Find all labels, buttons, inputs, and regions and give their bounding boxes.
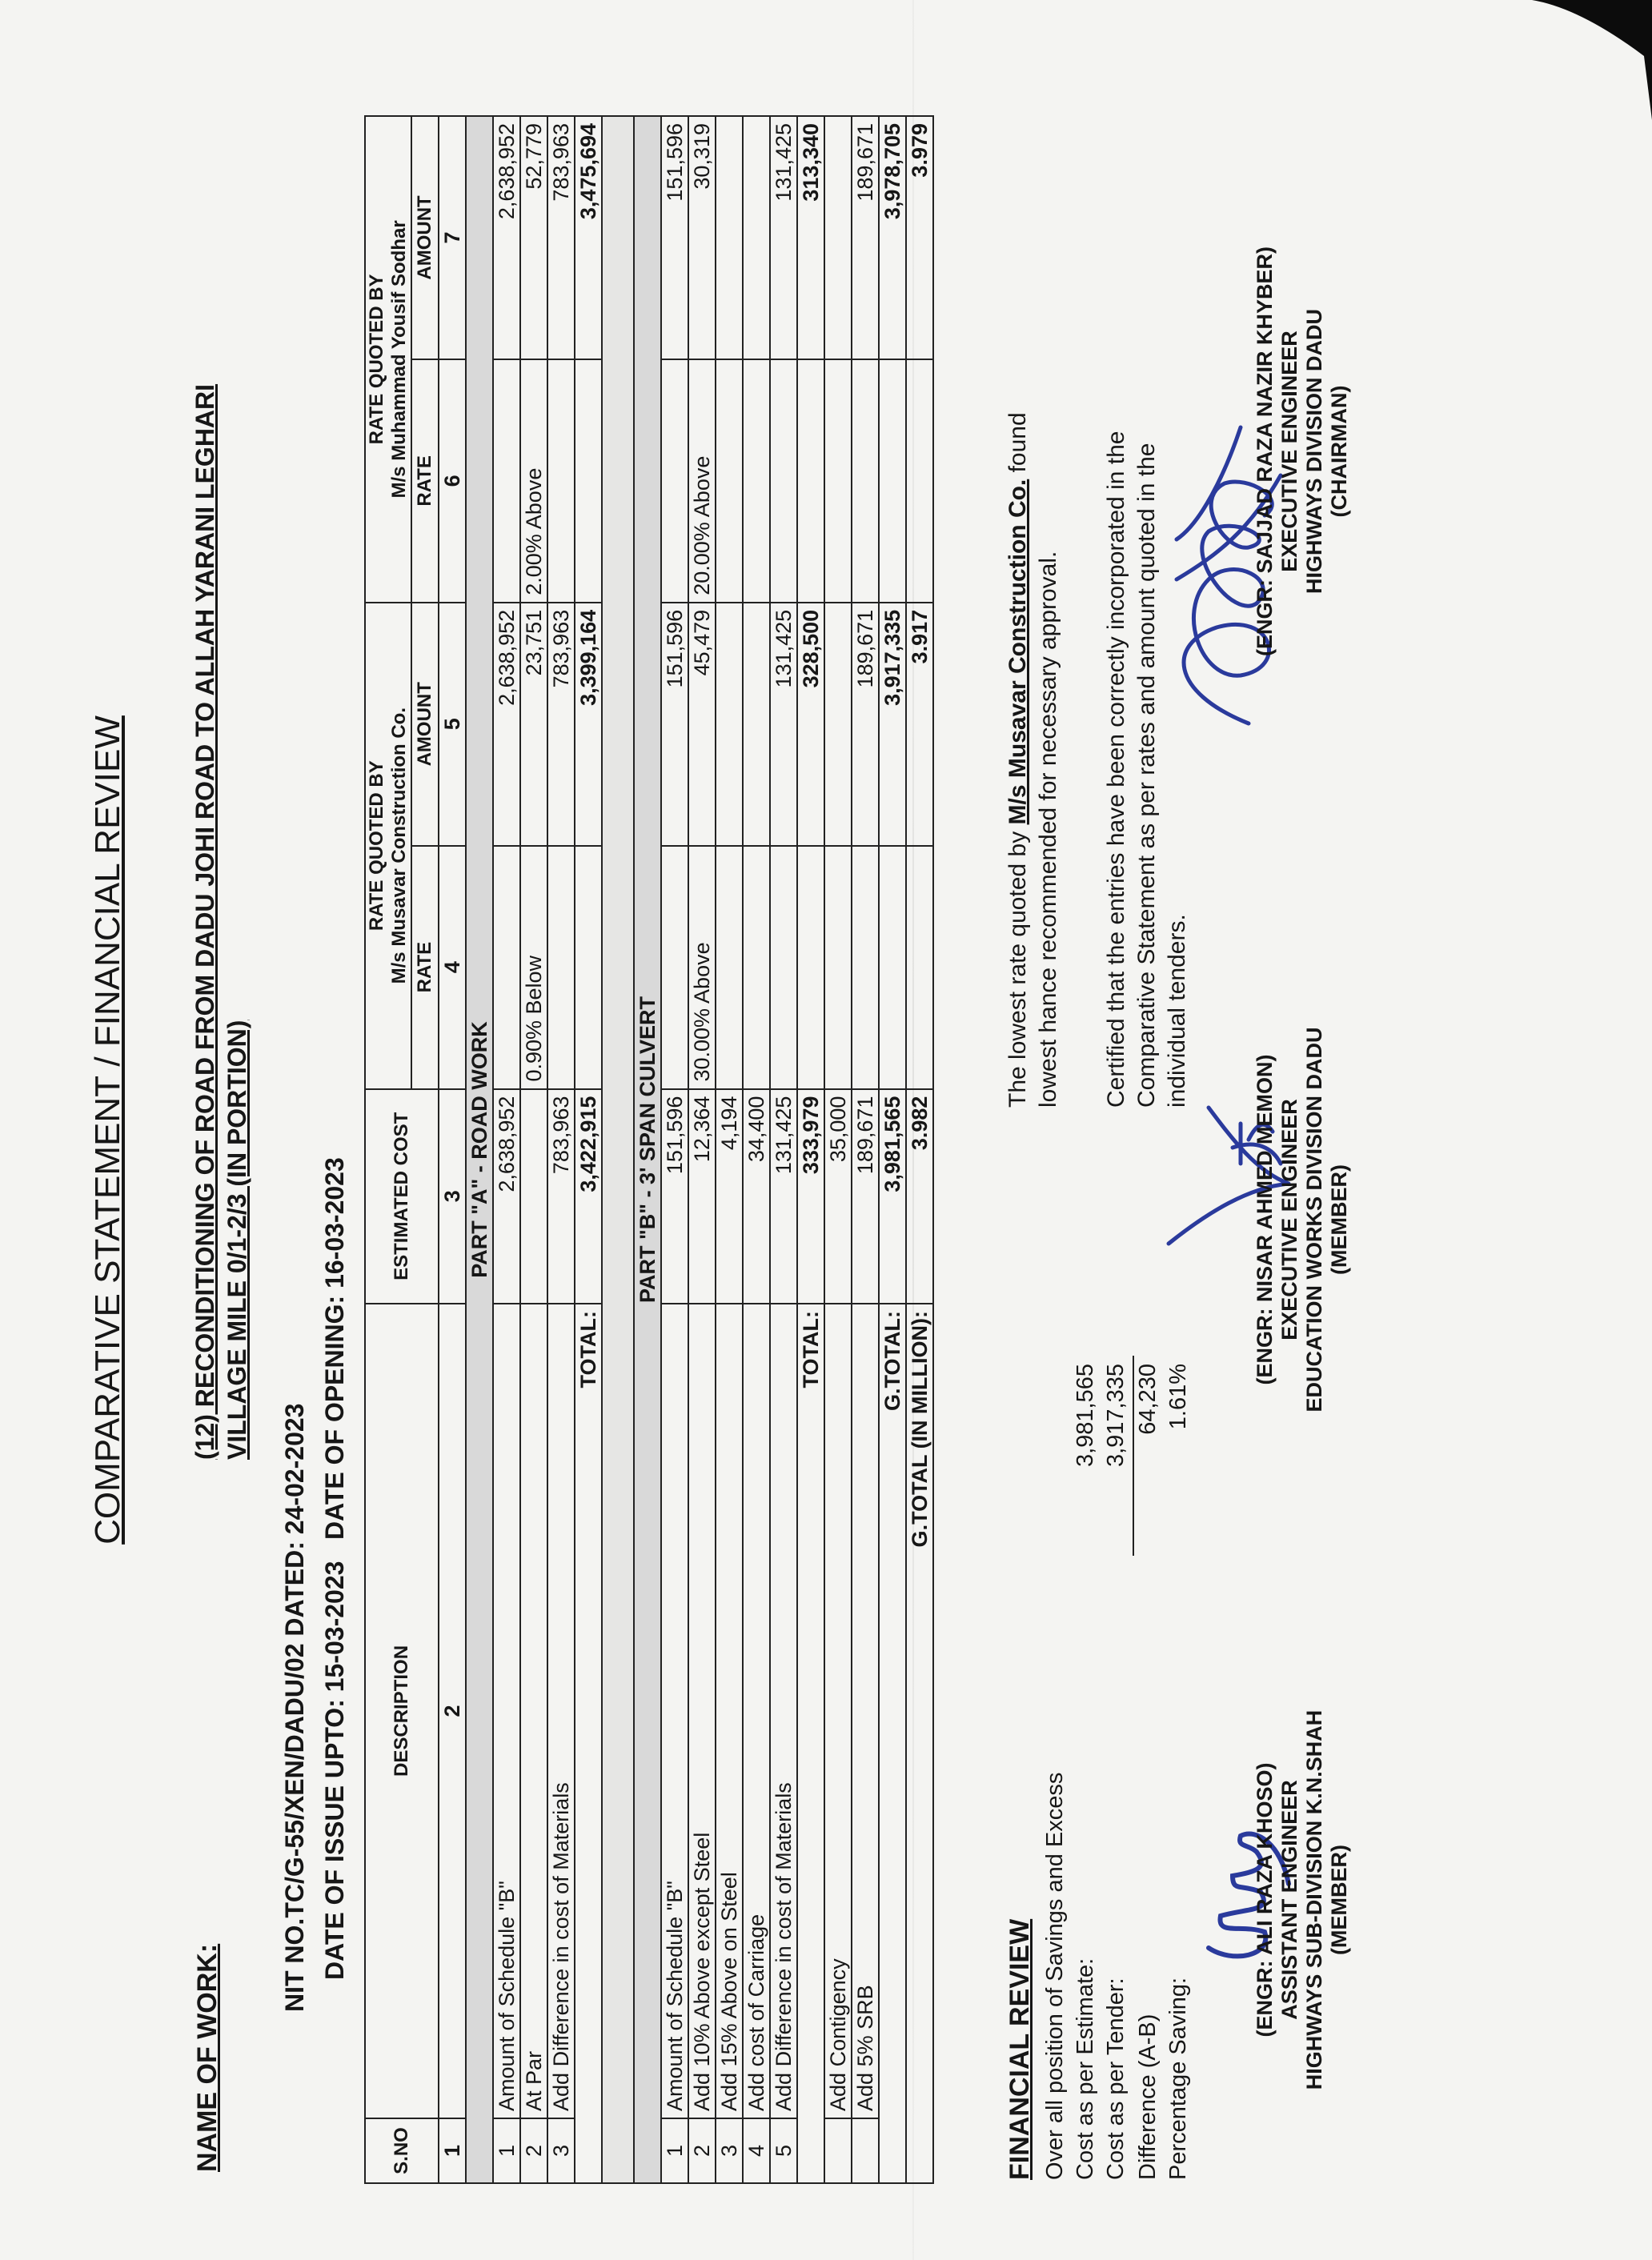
row-bidder2-amount: 151,596 [661,116,688,359]
lowest-remark-b: found [1004,412,1031,479]
row-bidder2-rate [547,359,575,603]
row-sno: 1 [661,2118,688,2183]
gtotal-million-bidder1: 3.917 [906,603,933,846]
row-bidder1-amount: 2,638,952 [493,603,520,846]
signatory-role: (MEMBER) [1327,1845,1351,1955]
signatory-office: HIGHWAYS SUB-DIVISION K.N.SHAH [1302,1709,1326,2090]
row-estimated-cost: 4,194 [716,1089,743,1304]
row-bidder2-amount: 783,963 [547,116,575,359]
comparative-table [364,115,934,2184]
empty-cell [824,116,852,359]
sno-header: S.NO [365,2118,439,2183]
contingency-desc: Add Contigency [824,1304,852,2118]
row-bidder1-amount: 131,425 [770,603,797,846]
row-sno: 1 [493,2118,520,2183]
total-estimated: 3,422,915 [575,1089,602,1304]
row-estimated-cost: 131,425 [770,1089,797,1304]
sum-underline [1133,1356,1134,1556]
empty-cell [824,846,852,1089]
signatory-title: EXECUTIVE ENGINEER [1277,331,1301,572]
part-a-title-row [466,116,493,2183]
row-description: Add 10% Above except Steel [688,1304,716,2118]
row-bidder2-rate [716,359,743,603]
row-sno: 4 [743,2118,770,2183]
row-bidder1-amount: 45,479 [688,603,716,846]
header-row [365,116,411,2183]
empty-cell [797,846,824,1089]
part-b-rows [661,116,797,2183]
date-of-opening: DATE OF OPENING: 16-03-2023 [320,1157,349,1540]
row-estimated-cost: 783,963 [547,1089,575,1304]
row-bidder1-amount [716,603,743,846]
gtotal-million-row [906,116,933,2183]
row-estimated-cost: 34,400 [743,1089,770,1304]
gtotal-million-bidder2: 3.979 [906,116,933,359]
name-of-work-line2: VILLAGE MILE 0/1-2/3 (IN PORTION) [223,1020,251,1460]
row-description: Add Difference in cost of Materials [770,1304,797,2118]
rate-header: RATE [411,846,439,1089]
table-row [743,116,770,2183]
description-header: DESCRIPTION [365,1304,439,2118]
row-bidder2-rate: 20.00% Above [688,359,716,603]
gtotal-bidder1: 3,917,335 [879,603,906,846]
empty-cell [852,359,879,603]
empty-cell [797,359,824,603]
signatory-office: HIGHWAYS DIVISION DADU [1302,308,1326,595]
lowest-remark-line2: lowest hance recommended for necessary approval. [1035,551,1061,1108]
column-number: 4 [439,846,466,1089]
row-bidder1-rate [661,846,688,1089]
column-number-row [439,116,466,2183]
row-bidder2-amount: 52,779 [520,116,547,359]
row-bidder1-amount: 23,751 [520,603,547,846]
row-bidder1-rate: 30.00% Above [688,846,716,1089]
lowest-bidder-name: M/s Musavar Construction Co. [1004,479,1031,825]
row-estimated-cost: 151,596 [661,1089,688,1304]
row-bidder2-rate: 2.00% Above [520,359,547,603]
part-a-title: PART "A" - ROAD WORK [466,116,493,2183]
lowest-remark-a: The lowest rate quoted by [1004,824,1031,1108]
signatory-title: ASSISTANT ENGINEER [1277,1780,1301,2020]
empty-cell [824,359,852,603]
overall-position: Over all position of Savings and Excess [1042,1772,1068,2180]
row-estimated-cost [520,1089,547,1304]
amount-header: AMOUNT [411,603,439,846]
estimated-cost-header: ESTIMATED COST [365,1089,439,1304]
difference-value: 64,230 [1135,1364,1161,1435]
contingency-estimated: 35,000 [824,1089,852,1304]
column-number: 5 [439,603,466,846]
empty-cell [852,2118,879,2183]
certification-line2: Comparative Statement as per rates and amount quoted in the [1133,443,1160,1108]
table-row [661,116,688,2183]
row-bidder1-rate [493,846,520,1089]
empty-cell [824,603,852,846]
row-estimated-cost: 2,638,952 [493,1089,520,1304]
srb-estimated: 189,671 [852,1089,879,1304]
rate-header: RATE [411,359,439,603]
row-bidder1-amount: 151,596 [661,603,688,846]
document-title: COMPARATIVE STATEMENT / FINANCIAL REVIEW [88,715,127,1545]
row-sno: 2 [520,2118,547,2183]
total-bidder2: 313,340 [797,116,824,359]
row-bidder1-rate [743,846,770,1089]
name-of-work-line1: (12) RECONDITIONING OF ROAD FROM DADU JOHI ROAD TO ALLAH YARANI LEGHARI [190,383,219,1460]
empty-cell [906,359,933,603]
row-sno: 3 [716,2118,743,2183]
row-bidder2-amount: 30,319 [688,116,716,359]
gtotal-label: G.TOTAL: [879,1304,906,2183]
row-bidder2-rate [770,359,797,603]
row-bidder1-amount [743,603,770,846]
table-row [716,116,743,2183]
tender-label: Cost as per Tender: [1103,1978,1129,2180]
financial-review-heading: FINANCIAL REVIEW [1004,1918,1035,2180]
column-number: 6 [439,359,466,603]
row-bidder2-rate [743,359,770,603]
signatory-block-1 [1253,1676,1352,2124]
bidder2-name: M/s Muhammad Yousif Sodhar [388,220,410,499]
signatory-block-3 [1253,227,1352,675]
amount-header: AMOUNT [411,116,439,359]
part-b-title: PART "B" - 3' SPAN CULVERT [634,116,661,2183]
signatory-role: (CHAIRMAN) [1327,385,1351,518]
saving-label: Percentage Saving: [1165,1977,1191,2180]
estimate-value: 3,981,565 [1073,1364,1098,1468]
row-sno: 2 [688,2118,716,2183]
row-bidder2-amount: 2,638,952 [493,116,520,359]
gtotal-estimated: 3,981,565 [879,1089,906,1304]
empty-cell [575,846,602,1089]
estimate-label: Cost as per Estimate: [1073,1957,1098,2180]
total-label: TOTAL: [797,1304,824,2183]
row-description: Amount of Schedule "B" [661,1304,688,2118]
column-number: 7 [439,116,466,359]
tender-value: 3,917,335 [1103,1364,1129,1468]
row-sno: 5 [770,2118,797,2183]
bidder2-heading: RATE QUOTED BY [366,274,387,445]
srb-bidder2: 189,671 [852,116,879,359]
nit-number: NIT NO.TC/G-55/XEN/DADU/02 DATED: 24-02-2023 [280,1403,309,2012]
gtotal-bidder2: 3,978,705 [879,116,906,359]
signatory-name: (ENGR: SAJJAD RAZA NAZIR KHYBER) [1253,246,1277,657]
row-bidder1-rate [547,846,575,1089]
row-bidder1-rate [716,846,743,1089]
total-estimated: 333,979 [797,1089,824,1304]
bidder1-heading: RATE QUOTED BY [366,760,387,932]
empty-cell [575,359,602,603]
column-number: 3 [439,1089,466,1304]
part-a-rows [493,116,575,2183]
signatory-block-2 [1253,996,1352,1444]
signatory-role: (MEMBER) [1327,1164,1351,1275]
row-sno: 3 [547,2118,575,2183]
saving-value: 1.61% [1165,1364,1191,1430]
spacer-row [602,116,634,2183]
empty-cell [879,359,906,603]
certification-line1: Certified that the entries have been correctly incorporated in the [1103,431,1129,1108]
part-a-total-row [575,116,602,2183]
table-row [547,116,575,2183]
signatory-name: (ENGR: NISAR AHMED MEMON) [1253,1054,1277,1385]
row-bidder1-amount: 783,963 [547,603,575,846]
gtotal-million-label: G.TOTAL (IN MILLION): [906,1304,933,2183]
column-number: 1 [439,2118,466,2183]
row-description: Add 15% Above on Steel [716,1304,743,2118]
lowest-remark-line1 [1004,412,1032,1108]
row-bidder2-rate [661,359,688,603]
part-b-title-row [634,116,661,2183]
difference-label: Difference (A-B) [1135,2014,1161,2180]
contingency-row [824,116,852,2183]
column-number: 2 [439,1304,466,2118]
bidder1-header [365,603,411,1089]
empty-cell [879,846,906,1089]
total-bidder2: 3,475,694 [575,116,602,359]
total-bidder1: 328,500 [797,603,824,846]
srb-row [852,116,879,2183]
signatory-title: EXECUTIVE ENGINEER [1277,1099,1301,1340]
row-description: Add Difference in cost of Materials [547,1304,575,2118]
table-row [493,116,520,2183]
row-estimated-cost: 12,364 [688,1089,716,1304]
row-bidder2-rate [493,359,520,603]
date-of-issue: DATE OF ISSUE UPTO: 15-03-2023 [320,1561,349,1980]
signatory-name: (ENGR: ALI RAZA KHOSO) [1253,1762,1277,2038]
row-description: At Par [520,1304,547,2118]
table-row [770,116,797,2183]
row-bidder2-amount: 131,425 [770,116,797,359]
empty-cell [906,846,933,1089]
row-bidder1-rate: 0.90% Below [520,846,547,1089]
gtotal-million-estimated: 3.982 [906,1089,933,1304]
row-description: Add cost of Carriage [743,1304,770,2118]
row-bidder1-rate [770,846,797,1089]
bidder2-header [365,116,411,603]
total-label: TOTAL: [575,1304,602,2183]
signatory-office: EDUCATION WORKS DIVISION DADU [1302,1027,1326,1412]
row-bidder2-amount [743,116,770,359]
certification-line3: individual tenders. [1164,914,1190,1108]
row-description: Amount of Schedule "B" [493,1304,520,2118]
name-of-work-label: NAME OF WORK: [192,1943,223,2172]
spacer-cell [602,116,634,2183]
row-bidder2-amount [716,116,743,359]
bidder1-name: M/s Musavar Construction Co. [388,707,410,984]
gtotal-row [879,116,906,2183]
part-b-total-row [797,116,824,2183]
srb-desc: Add 5% SRB [852,1304,879,2118]
table-row [520,116,547,2183]
total-bidder1: 3,399,164 [575,603,602,846]
empty-cell [852,846,879,1089]
srb-bidder1: 189,671 [852,603,879,846]
empty-cell [824,2118,852,2183]
table-row [688,116,716,2183]
